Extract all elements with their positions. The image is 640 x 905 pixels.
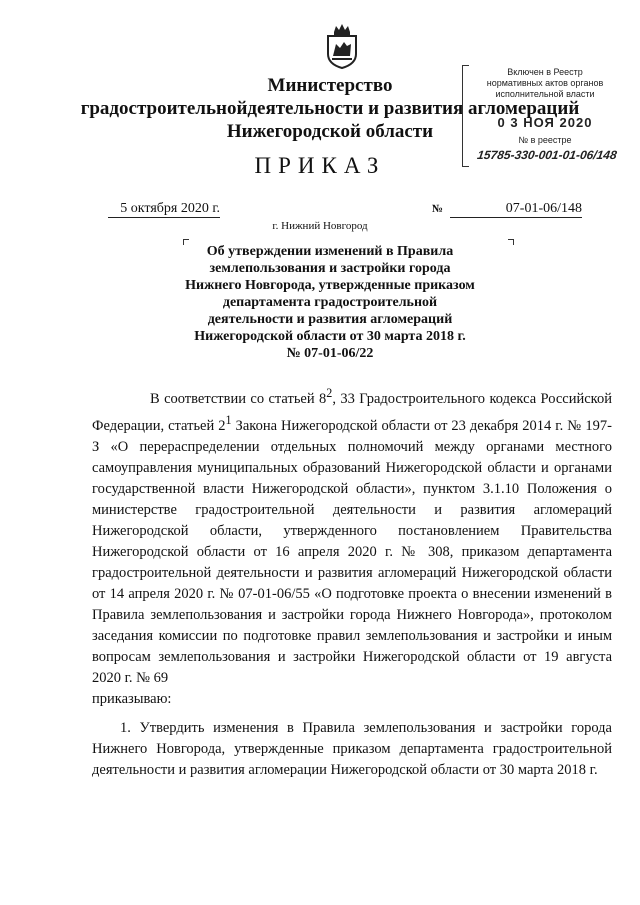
- subject-line-2: землепользования и застройки города: [209, 261, 451, 276]
- command-word: приказываю:: [92, 690, 172, 707]
- order-subject: [150, 243, 510, 362]
- document-type-title: ПРИКАЗ: [254, 153, 386, 178]
- stamp-bracket: [462, 65, 469, 167]
- preamble-text-c: Закона Нижегородской области от 23 декабря 2014 г. № 197-З «О перераспределении отдельных полномочий между органами местного самоуправления муниципальных образований Нижегородской области и органами государственной власти Нижегородской области», пунктом 3.1.10 Положения о министерстве градостроительной деятельности и развития агломераций Нижегородской области, утвержденного постановлением Правительства Нижегородской области от 16 апреля 2020 г. № 308, приказом департамента градостроительной деятельности и развития агломераций Нижегородской области от 14 апреля 2020 г. № 07-01-06/55 «О подготовке проекта о внесении изменений в Правила землепользования и застройки города Нижнего Новгорода», протоколом заседания комиссии по подготовке правил землепользования и застройки и иным вопросам землепользования и застройки Нижегородской области от 19 августа 2020 г. № 69: [92, 417, 612, 686]
- stamp-text: [472, 67, 618, 100]
- document-body: [92, 383, 612, 781]
- subject-line-4: департамента градостроительной: [222, 295, 438, 310]
- stamp-date: 0 3 НОЯ 2020: [497, 115, 593, 130]
- city-name: г. Нижний Новгород: [272, 220, 368, 232]
- ministry-line-2: градостроительнойдеятельности и развития агломераций: [80, 98, 580, 119]
- subject-line-1: Об утверждении изменений в Правила: [206, 244, 454, 259]
- subject-line-6: Нижегородской области от 30 марта 2018 г.: [194, 329, 466, 344]
- number-sign: №: [432, 203, 444, 215]
- order-number: 07-01-06/148: [450, 201, 582, 218]
- ministry-line-3: Нижегородской области: [226, 121, 434, 142]
- stamp-line-1: Включен в Реестр: [507, 67, 583, 77]
- preamble-text-b: , 33 Градостроительного кодекса Российской Федерации, статьей 2: [92, 390, 612, 434]
- preamble-text-a: В соответствии со статьей 8: [150, 390, 327, 407]
- order-date: 5 октября 2020 г.: [108, 201, 220, 218]
- superscript-2: 1: [225, 412, 232, 427]
- ministry-line-1: Министерство: [267, 75, 393, 96]
- subject-line-7: № 07-01-06/22: [286, 346, 374, 361]
- stamp-line-2: нормативных актов органов: [486, 78, 604, 88]
- subject-line-5: деятельности и развития агломераций: [207, 312, 453, 327]
- stamp-registry-number: 15785-330-001-01-06/148: [476, 148, 618, 162]
- preamble-paragraph: [92, 383, 612, 689]
- nizhny-novgorod-coat-of-arms-icon: [322, 22, 362, 70]
- stamp-registry-label: № в реестре: [518, 135, 572, 145]
- subject-line-3: Нижнего Новгорода, утвержденные приказом: [185, 278, 475, 293]
- superscript-1: 2: [326, 386, 333, 400]
- stamp-line-3: исполнительной власти: [495, 89, 595, 99]
- order-item-1: 1. Утвердить изменения в Правила землепользования и застройки города Нижнего Новгорода, утвержденные приказом департамента градостроительной деятельности и развития агломерации Нижегородской области от 30 марта 2018 г.: [92, 719, 612, 778]
